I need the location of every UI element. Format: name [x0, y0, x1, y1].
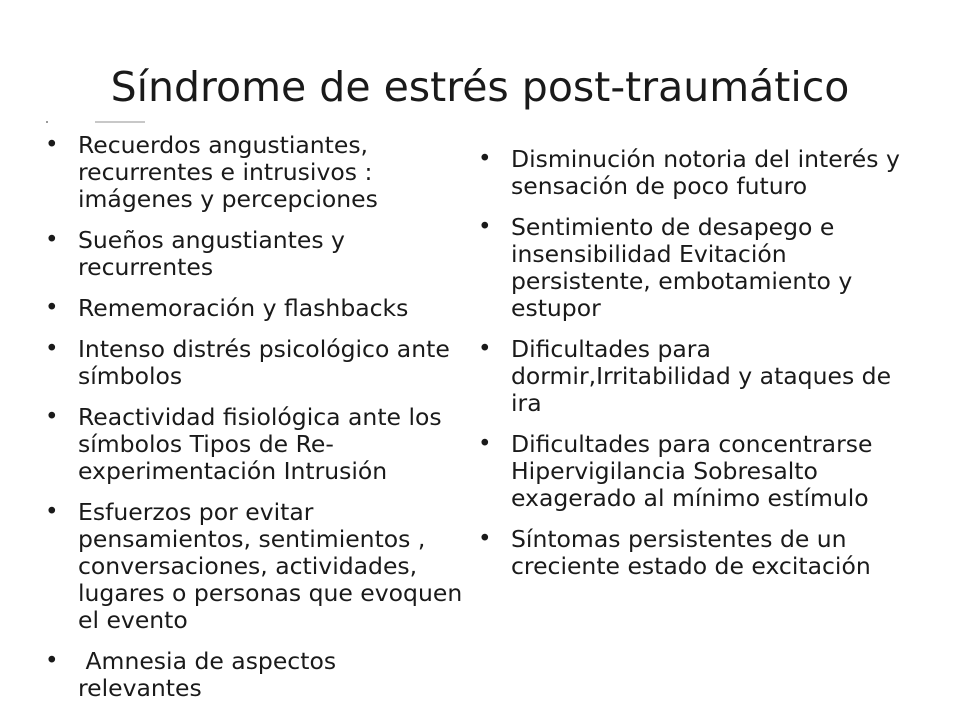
bullet-icon: •	[45, 404, 59, 430]
list-item	[45, 499, 465, 634]
bullet-icon: •	[478, 214, 492, 240]
list-item	[478, 526, 918, 580]
list-item	[478, 336, 918, 417]
list-item	[45, 404, 465, 485]
list-item	[478, 214, 918, 322]
list-item	[478, 431, 918, 512]
list-item	[45, 132, 465, 213]
list-item-text: Síntomas persistentes de un creciente estado de excitación	[511, 525, 871, 580]
bullet-icon: •	[45, 132, 59, 158]
bullet-icon: •	[478, 336, 492, 362]
list-item-text: Sentimiento de desapego e insensibilidad Evitación persistente, embotamiento y estupor	[511, 213, 853, 322]
bullet-icon: •	[45, 336, 59, 362]
bullet-icon: •	[478, 146, 492, 172]
bullet-icon: •	[478, 431, 492, 457]
list-item-text: Dificultades para concentrarse Hipervigilancia Sobresalto exagerado al mínimo estímulo	[511, 430, 873, 512]
bullet-icon: •	[45, 499, 59, 525]
list-item-text: Recuerdos angustiantes, recurrentes e intrusivos : imágenes y percepciones	[78, 131, 378, 213]
list-item-text: Disminución notoria del interés y sensación de poco futuro	[511, 145, 900, 200]
list-item	[478, 146, 918, 200]
list-item-text: Dificultades para dormir,Irritabilidad y ataques de ira	[511, 335, 892, 417]
list-item-text: Sueños angustiantes y recurrentes	[78, 226, 345, 281]
list-item	[45, 227, 465, 281]
bullet-icon: •	[45, 227, 59, 253]
bullet-icon: •	[45, 648, 59, 674]
list-item	[45, 648, 465, 702]
list-item-text: Intenso distrés psicológico ante símbolos	[78, 335, 450, 390]
bullet-icon: •	[45, 295, 59, 321]
slide-title: Síndrome de estrés post-traumático	[110, 63, 850, 111]
list-item-text: Reactividad fisiológica ante los símbolos Tipos de Re-experimentación Intrusión	[78, 403, 442, 485]
list-item-text: Esfuerzos por evitar pensamientos, sentimientos , conversaciones, actividades, lugares o personas que evoquen el evento	[78, 498, 463, 634]
left-bullet-list	[45, 132, 465, 716]
right-bullet-list	[478, 146, 918, 594]
tiny-artifact-mark	[95, 121, 145, 123]
list-item-text: Amnesia de aspectos relevantes	[78, 647, 344, 702]
bullet-icon: •	[478, 526, 492, 552]
list-item-text: Rememoración y flashbacks	[78, 294, 409, 322]
list-item	[45, 295, 465, 322]
list-item	[45, 336, 465, 390]
tiny-artifact-dot	[46, 121, 48, 123]
